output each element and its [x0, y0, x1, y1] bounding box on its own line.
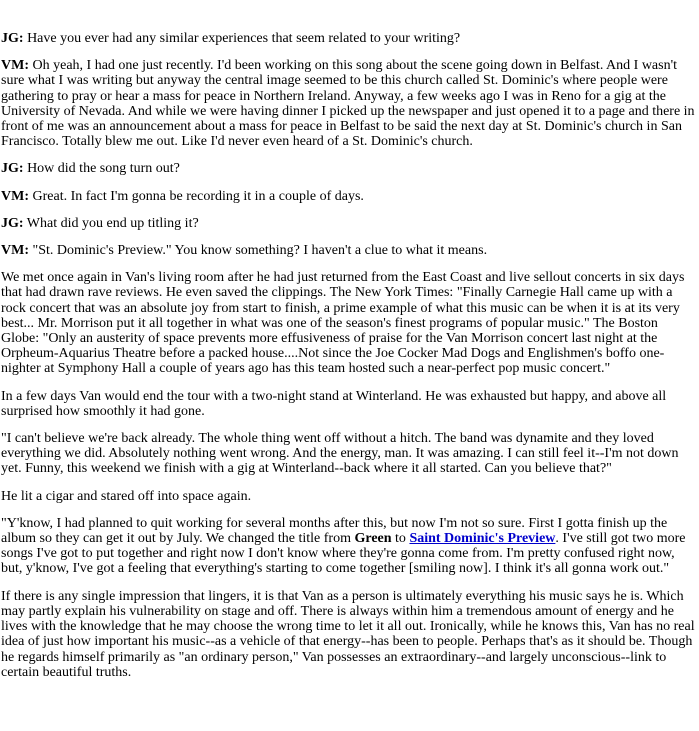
- speaker-label: VM:: [1, 188, 29, 204]
- old-album-title: Green: [354, 531, 392, 547]
- speaker-label: JG:: [1, 161, 24, 177]
- quote-paragraph-back-already: "I can't believe we're back already. The whole thing went off without a hitch. The band was dynamite and they loved everything we did. Absolutely nothing went wrong. And the energy, man. It was amazing. I can still feel it--I'm not down yet. Funny, this weekend we finish with a gig at Winterland--back where it all started. Can you believe that?": [1, 431, 679, 477]
- dialogue-text: "St. Dominic's Preview." You know something? I haven't a clue to what it means.: [29, 243, 488, 259]
- dialogue-text: Great. In fact I'm gonna be recording it in a couple of days.: [29, 188, 364, 204]
- quote-paragraph-album: [1, 516, 697, 577]
- narrative-paragraph-cigar: He lit a cigar and stared off into space again.: [1, 488, 252, 504]
- quote-text: "Y'know, I had planned to quit working for several months after this, but now I'm not so sure. First I gotta finish up the album so they can get it out by July. We changed the title from: [1, 515, 668, 547]
- narrative-paragraph-tour-end: In a few days Van would end the tour with a two-night stand at Winterland. He was exhausted but happy, and above all surprised how smoothly it had gone.: [1, 388, 667, 419]
- narrative-paragraph-impression: If there is any single impression that lingers, it is that Van as a person is ultimately everything his music says he is. Which may partly explain his vulnerability on stage and off. There is always within him a tremendous amount of energy and he lives with the knowledge that he may choose the wrong time to let it all out. Ironically, while he knows this, Van has no real idea of just how important his music--as a vehicle of that energy--has been to people. Perhaps that's as it should be. Though he regards himself primarily as "an ordinary person," Van possesses an extraordinary--and largely unconscious--link to certain beautiful truths.: [1, 588, 695, 680]
- quote-text: . I've still got two more songs I've got to put together and right now I don't know where they're gonna come from. I'm pretty confused right now, but, y'know, I've got a feeling that everything's starting to come together [smiling now]. I think it's all gonna work out.": [1, 531, 686, 577]
- dialogue-line-vm-2: [1, 189, 697, 204]
- quote-text: to: [391, 531, 410, 547]
- dialogue-text: What did you end up titling it?: [23, 215, 199, 231]
- album-title-link[interactable]: Saint Dominic's Preview: [409, 531, 556, 547]
- speaker-label: VM:: [1, 243, 29, 259]
- dialogue-line-jg-2: [1, 161, 697, 176]
- dialogue-line-vm-1: [1, 58, 697, 149]
- dialogue-text: How did the song turn out?: [23, 161, 180, 177]
- dialogue-line-vm-3: [1, 243, 697, 258]
- dialogue-text: Oh yeah, I had one just recently. I'd been working on this song about the scene going down in Belfast. And I wasn't sure what I was writing but anyway the central image seemed to be this church called St. Dominic's where people were gathering to pray or hear a mass for peace in Northern Ireland. Anyway, a few weeks ago I was in Reno for a gig at the University of Nevada. And while we were having dinner I picked up the newspaper and just opened it to a page and there in front of me was an announcement about a mass for peace in Belfast to be said the next day at St. Dominic's church in San Francisco. Totally blew me out. Like I'd never even heard of a St. Dominic's church.: [1, 58, 695, 150]
- speaker-label: JG:: [1, 215, 24, 231]
- dialogue-line-jg-1: [1, 31, 697, 46]
- dialogue-line-jg-3: [1, 216, 697, 231]
- dialogue-text: Have you ever had any similar experiences that seem related to your writing?: [23, 31, 461, 46]
- speaker-label: JG:: [1, 31, 24, 46]
- speaker-label: VM:: [1, 58, 29, 74]
- narrative-paragraph-reviews: We met once again in Van's living room after he had just returned from the East Coast and live sellout concerts in six days that had drawn rave reviews. He even saved the clippings. The New York Times: "Finally Carnegie Hall came up with a rock concert that was an absolute joy from start to finish, a prime example of what this music can be when it is at its very best... Mr. Morrison put it all together in what was one of the season's finest programs of popular music." The Boston Globe: "Only an austerity of space prevents more effusiveness of praise for the Van Morrison concert last night at the Orpheum-Aquarius Theatre before a packed house....Not since the Joe Cocker Mad Dogs and Englishmen's boffo one-nighter at Symphony Hall a couple of years ago has this team hosted such a near-perfect pop music concert.": [1, 270, 685, 377]
